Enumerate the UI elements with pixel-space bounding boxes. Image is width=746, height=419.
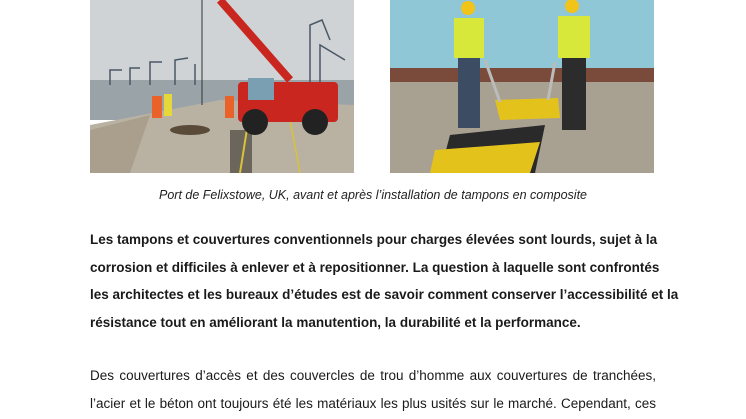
text-line: corrosion et difficiles à enlever et à repositionner. La question à laquelle sont confrontés [90, 259, 660, 275]
port-crane-photo [90, 0, 354, 173]
composite-cover-photo [390, 0, 654, 173]
text-line: Des couvertures d’accès et des couvercles de trou d’homme aux couvertures de tranchées, [90, 368, 656, 383]
text-line: Les tampons et couvertures conventionnels pour charges élevées sont lourds, sujet à la [90, 232, 658, 247]
text-line: l’acier et le béton ont toujours été les matériaux les plus usités sur le marché. Cependant, ces [90, 395, 656, 411]
body-paragraph [90, 362, 656, 417]
figure-caption: Port de Felixstowe, UK, avant et après l’installation de tampons en composite [159, 188, 587, 202]
text-line: résistance tout en améliorant la manutention, la durabilité et la performance. [90, 314, 581, 330]
text-line: les architectes et les bureaux d’études est de savoir comment conserver l’accessibilité et la [90, 287, 679, 302]
intro-paragraph-bold [90, 226, 679, 336]
